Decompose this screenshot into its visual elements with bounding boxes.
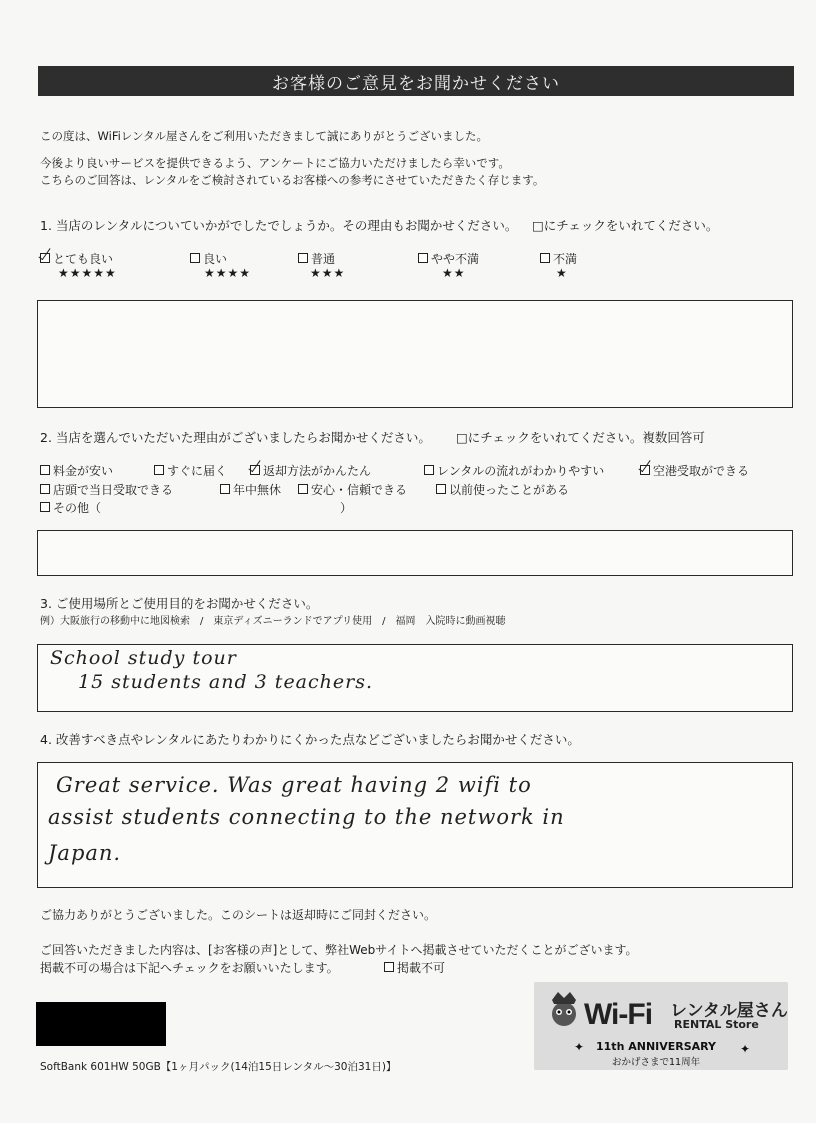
option-label: 店頭で当日受取できる xyxy=(53,483,174,497)
intro-text xyxy=(40,128,544,189)
rating-stars: ★★★★★ xyxy=(58,266,117,280)
option-label: その他（ xyxy=(53,501,102,515)
q3-handwritten-line: School study tour xyxy=(50,647,237,669)
checkbox[interactable] xyxy=(154,465,164,475)
q1-option-average[interactable] xyxy=(298,250,335,267)
logo-thanks: おかげさまで11周年 xyxy=(612,1057,701,1068)
device-info: SoftBank 601HW 50GB【1ヶ月パック(14泊15日レンタル～30泊31日)】 xyxy=(40,1061,397,1073)
q2-answer-box[interactable] xyxy=(37,530,793,576)
option-label: 年中無休 xyxy=(233,483,282,497)
q2-option-other[interactable] xyxy=(40,499,101,516)
option-label: とても良い xyxy=(53,252,114,266)
sparkle-icon: ✦ xyxy=(740,1042,751,1056)
checkbox[interactable] xyxy=(220,484,230,494)
checkbox[interactable] xyxy=(40,465,50,475)
checkbox[interactable] xyxy=(190,253,200,263)
option-label: やや不満 xyxy=(431,252,480,266)
intro-line: 今後より良いサービスを提供できるよう、アンケートにご協力いただけましたら幸いです。 xyxy=(40,156,510,170)
checkbox[interactable] xyxy=(424,465,434,475)
rating-stars: ★ xyxy=(556,266,568,280)
question-1-note xyxy=(532,216,718,234)
question-2-note-text: □にチェックをいれてください。複数回答可 xyxy=(456,430,705,445)
q2-other-close: ） xyxy=(340,501,353,515)
q2-option-airport-pickup[interactable] xyxy=(640,462,749,479)
q4-handwritten-line: assist students connecting to the network in xyxy=(48,805,565,829)
option-label: 返却方法がかんたん xyxy=(263,464,372,478)
question-2-text: 2. 当店を選んでいただいた理由がございましたらお聞かせください。 xyxy=(40,430,431,445)
q2-option-easy-return[interactable] xyxy=(250,462,371,479)
rating-stars: ★★ xyxy=(442,266,466,280)
sparkle-icon: ✦ xyxy=(574,1040,585,1054)
publish-notice: ご回答いただきました内容は、[お客様の声]として、弊社Webサイトへ掲載させていただくことがございます。 xyxy=(40,943,638,957)
checkbox[interactable] xyxy=(418,253,428,263)
option-label: レンタルの流れがわかりやすい xyxy=(437,464,605,478)
question-1-text: 1. 当店のレンタルについていかがでしたでしょうか。その理由もお聞かせください。 xyxy=(40,218,518,233)
q1-option-very-good[interactable] xyxy=(40,250,113,267)
q3-handwritten-line: 15 students and 3 teachers. xyxy=(78,671,374,693)
q2-option-used-before[interactable] xyxy=(436,481,569,498)
checkbox[interactable] xyxy=(40,502,50,512)
checkbox[interactable] xyxy=(40,484,50,494)
q4-handwritten-line: Great service. Was great having 2 wifi to xyxy=(56,773,532,797)
page-title-text: お客様のご意見をお聞かせください xyxy=(272,73,560,94)
q4-handwritten-line: Japan. xyxy=(48,841,122,865)
question-3 xyxy=(40,594,318,612)
question-1 xyxy=(40,216,517,234)
option-label: 空港受取ができる xyxy=(653,464,750,478)
store-logo xyxy=(534,982,788,1070)
logo-anniversary: 11th ANNIVERSARY xyxy=(596,1040,717,1053)
intro-line: こちらのご回答は、レンタルをご検討されているお客様への参考にさせていただきたく存じます。 xyxy=(40,173,545,187)
thanks-text: ご協力ありがとうございました。このシートは返却時にご同封ください。 xyxy=(40,908,437,922)
question-1-note-text: □にチェックをいれてください。 xyxy=(532,218,719,233)
option-label: 以前使ったことがある xyxy=(449,483,570,497)
option-label: すぐに届く xyxy=(167,464,228,478)
q3-answer-box[interactable] xyxy=(37,644,793,712)
rating-stars: ★★★ xyxy=(310,266,346,280)
checkbox[interactable] xyxy=(250,465,260,475)
q1-option-somewhat-dissatisfied[interactable] xyxy=(418,250,479,267)
logo-rental-en: RENTAL Store xyxy=(674,1018,759,1031)
question-2 xyxy=(40,428,431,446)
option-label: 良い xyxy=(203,252,228,266)
redacted-area xyxy=(36,1002,166,1046)
q4-answer-box[interactable] xyxy=(37,762,793,888)
checkbox[interactable] xyxy=(298,253,308,263)
checkbox[interactable] xyxy=(436,484,446,494)
q1-option-dissatisfied[interactable] xyxy=(540,250,577,267)
page-title xyxy=(38,66,794,96)
option-label: 不満 xyxy=(553,252,578,266)
q1-option-good[interactable] xyxy=(190,250,227,267)
logo-rental-ja: レンタル屋さん xyxy=(670,1001,788,1021)
q2-option-fast-delivery[interactable] xyxy=(154,462,227,479)
checkbox[interactable] xyxy=(640,465,650,475)
no-publish-option[interactable] xyxy=(384,959,445,976)
logo-wifi: Wi-Fi xyxy=(584,998,653,1031)
checkbox[interactable] xyxy=(40,253,50,263)
checkbox[interactable] xyxy=(298,484,308,494)
checkbox[interactable] xyxy=(540,253,550,263)
q2-option-store-pickup[interactable] xyxy=(40,481,173,498)
q3-example: 例）大阪旅行の移動中に地図検索 / 東京ディズニーランドでアプリ使用 / 福岡 入院時に動画視聴 xyxy=(40,616,506,627)
crown-mascot-icon xyxy=(544,988,584,1028)
question-2-note xyxy=(456,428,705,446)
q2-option-reliable[interactable] xyxy=(298,481,407,498)
question-4 xyxy=(40,730,580,748)
option-label: 安心・信頼できる xyxy=(311,483,408,497)
question-3-text: 3. ご使用場所とご使用目的をお聞かせください。 xyxy=(40,596,319,611)
publish-notice-2: 掲載不可の場合は下記へチェックをお願いいたします。 xyxy=(40,961,339,975)
option-label: 料金が安い xyxy=(53,464,114,478)
rating-stars: ★★★★ xyxy=(204,266,252,280)
intro-line: この度は、WiFiレンタル屋さんをご利用いただきまして誠にありがとうございました。 xyxy=(40,129,489,143)
option-label: 普通 xyxy=(311,252,336,266)
q2-option-cheap[interactable] xyxy=(40,462,113,479)
q2-option-open-all-year[interactable] xyxy=(220,481,281,498)
option-label: 掲載不可 xyxy=(397,961,446,975)
checkbox[interactable] xyxy=(384,962,394,972)
q2-option-clear-flow[interactable] xyxy=(424,462,604,479)
question-4-text: 4. 改善すべき点やレンタルにあたりわかりにくかった点などございましたらお聞かせください。 xyxy=(40,732,580,747)
q1-answer-box[interactable] xyxy=(37,300,793,408)
